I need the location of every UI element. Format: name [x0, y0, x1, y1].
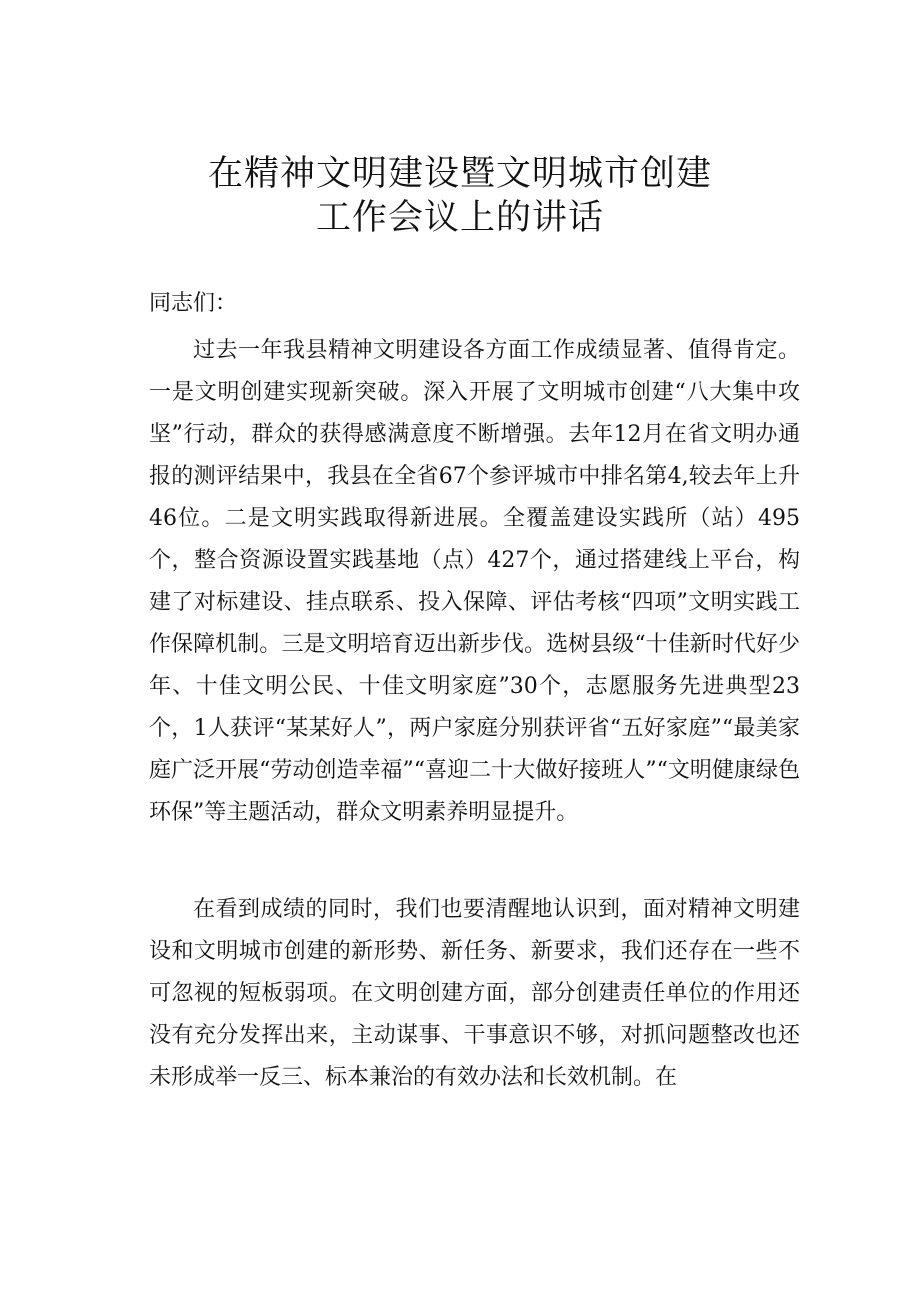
paragraph-shortcomings: 在看到成绩的同时，我们也要清醒地认识到，面对精神文明建设和文明城市创建的新形势、新任务、新要求，我们还存在一些不可忽视的短板弱项。在文明创建方面，部分创建责任单位的作用还没有充分发挥出来，主动谋事、干事意识不够，对抓问题整改也还未形成举一反三、标本兼治的有效办法和长效机制。在	[149, 897, 800, 1090]
salutation: 同志们：	[149, 291, 238, 316]
document-title-line-2: 工作会议上的讲话	[315, 198, 604, 238]
document-title-line-1: 在精神文明建设暨文明城市创建	[207, 154, 712, 194]
paragraph-achievements: 过去一年我县精神文明建设各方面工作成绩显著、值得肯定。一是文明创建实现新突破。深入开展了文明城市创建“八大集中攻坚”行动，群众的获得感满意度不断增强。去年12月在省文明办通报的测评结果中，我县在全省67个参评城市中排名第4,较去年上升46位。二是文明实践取得新进展。全覆盖建设实践所（站）495个，整合资源设置实践基地（点）427个，通过搭建线上平台，构建了对标建设、挂点联系、投入保障、评估考核“四项”文明实践工作保障机制。三是文明培育迈出新步伐。选树县级“十佳新时代好少年、十佳文明公民、十佳文明家庭”30个，志愿服务先进典型23个，1人获评“某某好人”，两户家庭分别获评省“五好家庭”“最美家庭广泛开展“劳动创造幸福”“喜迎二十大做好接班人”“文明健康绿色环保”等主题活动，群众文明素养明显提升。	[149, 338, 800, 825]
